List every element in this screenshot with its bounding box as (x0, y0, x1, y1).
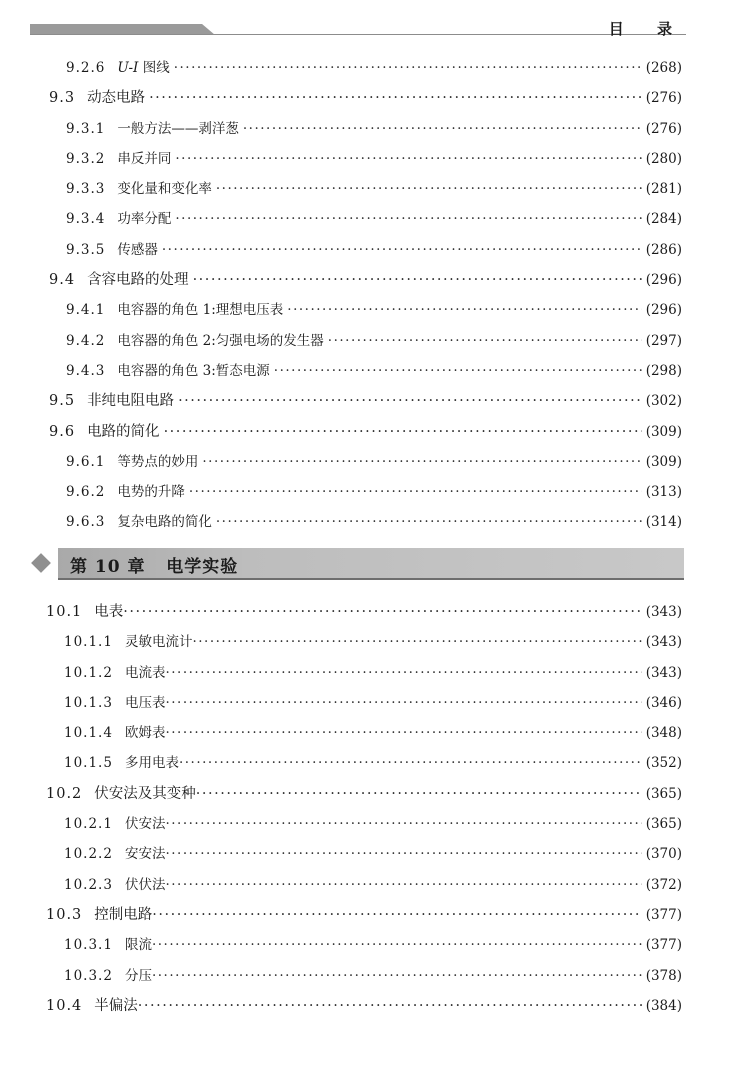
toc-entry-number: 9.3.5 (66, 241, 106, 258)
toc-entry-title: 电路的简化 (87, 423, 160, 440)
toc-section-chapter-9 (0, 53, 730, 538)
toc-entry-title: 电流表 (124, 664, 166, 681)
toc-entry-title: 串反并同 (117, 150, 172, 167)
toc-leader-dots (175, 204, 641, 234)
diamond-icon (31, 553, 51, 573)
toc-entry-title: 伏安法 (124, 816, 166, 833)
toc-entry-page: (343) (645, 604, 682, 620)
toc-entry-page: (370) (645, 846, 682, 863)
toc-entry-page: (377) (645, 937, 682, 954)
toc-entry-number: 10.3.2 (64, 967, 113, 984)
toc-entry-page: (384) (645, 997, 682, 1014)
toc-entry-page: (365) (645, 785, 682, 802)
toc-entry-page: (268) (645, 60, 682, 76)
toc-entry[interactable] (0, 326, 730, 356)
toc-entry-page: (346) (645, 694, 682, 711)
toc-entry[interactable] (0, 295, 730, 325)
toc-entry-page: (378) (645, 967, 682, 984)
toc-leader-dots (179, 748, 642, 778)
toc-entry[interactable] (0, 779, 730, 809)
toc-entry-title: 欧姆表 (124, 725, 166, 742)
toc-entry-number: 10.2.3 (64, 876, 113, 893)
toc-entry-title: 半偏法 (94, 997, 138, 1014)
toc-entry-number: 10.2.1 (64, 816, 113, 833)
toc-leader-dots (162, 235, 642, 265)
toc-entry[interactable] (0, 235, 730, 265)
toc-entry[interactable] (0, 748, 730, 778)
toc-entry-page: (276) (645, 120, 682, 137)
toc-leader-dots (216, 174, 642, 204)
toc-entry-number: 9.2.6 (66, 60, 106, 76)
toc-entry[interactable] (0, 507, 730, 537)
toc-entry-title: 伏安法及其变种 (94, 785, 196, 802)
toc-leader-dots (196, 779, 642, 809)
chapter-title: 第 10 章 电学实验 (70, 557, 239, 577)
toc-entry-number: 9.4.1 (66, 302, 106, 319)
toc-entry[interactable] (0, 688, 730, 718)
toc-leader-dots (165, 870, 641, 900)
toc-entry-number: 9.4.2 (66, 332, 106, 349)
toc-section-chapter-10 (0, 597, 730, 1021)
toc-entry-title: 等势点的妙用 (117, 453, 199, 470)
toc-entry[interactable] (0, 144, 730, 174)
toc-entry-number: 10.3.1 (64, 937, 113, 954)
toc-entry-number: 9.6.3 (66, 514, 106, 531)
toc-entry[interactable] (0, 265, 730, 295)
toc-leader-dots (164, 417, 642, 447)
toc-entry-title: U-I 图线 (117, 60, 170, 76)
toc-entry-number: 9.3 (49, 90, 76, 107)
toc-entry-title: 电容器的角色 2:匀强电场的发生器 (117, 332, 324, 349)
toc-leader-dots (192, 627, 641, 657)
toc-leader-dots (165, 718, 641, 748)
toc-entry-title: 含容电路的处理 (87, 272, 189, 289)
toc-entry-title: 电压表 (124, 694, 166, 711)
toc-entry-number: 10.3 (46, 906, 83, 923)
chapter-heading-band (32, 548, 684, 580)
toc-leader-dots (123, 597, 641, 627)
toc-entry-page: (298) (645, 362, 682, 379)
toc-entry-page: (314) (645, 514, 682, 531)
toc-leader-dots (202, 447, 641, 477)
toc-entry-page: (313) (645, 484, 682, 501)
toc-entry-number: 10.1 (46, 604, 83, 620)
toc-entry-page: (372) (645, 876, 682, 893)
toc-entry[interactable] (0, 174, 730, 204)
toc-leader-dots (189, 477, 642, 507)
toc-entry-page: (286) (645, 241, 682, 258)
toc-leader-dots (174, 53, 642, 83)
toc-entry-page: (296) (645, 272, 682, 289)
toc-entry-title: 非纯电阻电路 (87, 393, 175, 410)
toc-leader-dots (216, 507, 642, 537)
toc-entry-number: 9.6.1 (66, 453, 106, 470)
toc-entry-number: 10.1.5 (64, 755, 113, 772)
toc-entry-title: 电表 (94, 604, 124, 620)
toc-leader-dots (152, 961, 642, 991)
toc-entry-page: (309) (645, 453, 682, 470)
toc-entry[interactable] (0, 53, 730, 83)
toc-entry-title: 功率分配 (117, 211, 172, 228)
toc-entry-page: (348) (645, 725, 682, 742)
toc-entry[interactable] (0, 839, 730, 869)
toc-leader-dots (149, 83, 642, 113)
toc-entry-title: 电容器的角色 3:暂态电源 (117, 362, 270, 379)
toc-entry[interactable] (0, 718, 730, 748)
toc-entry-title: 限流 (124, 937, 152, 954)
toc-leader-dots (178, 386, 642, 416)
toc-entry-page: (343) (645, 664, 682, 681)
toc-entry-page: (302) (645, 393, 682, 410)
toc-entry-page: (343) (645, 634, 682, 651)
toc-entry-page: (296) (645, 302, 682, 319)
toc-entry[interactable] (0, 83, 730, 113)
toc-entry-page: (309) (645, 423, 682, 440)
toc-leader-dots (287, 295, 641, 325)
toc-leader-dots (274, 356, 642, 386)
toc-entry-number: 9.3.4 (66, 211, 106, 228)
toc-entry-title: 电势的升降 (117, 484, 185, 501)
toc-entry[interactable] (0, 809, 730, 839)
toc-entry[interactable] (0, 900, 730, 930)
toc-entry-number: 10.4 (46, 997, 83, 1014)
toc-entry-number: 9.4.3 (66, 362, 106, 379)
toc-entry-title: 一般方法——剥洋葱 (117, 120, 239, 137)
toc-entry-page: (280) (645, 150, 682, 167)
toc-entry-number: 10.2 (46, 785, 83, 802)
toc-entry[interactable] (0, 114, 730, 144)
toc-entry-title: 安安法 (124, 846, 166, 863)
toc-leader-dots (165, 688, 641, 718)
toc-entry[interactable] (0, 417, 730, 447)
toc-entry[interactable] (0, 386, 730, 416)
toc-entry[interactable] (0, 627, 730, 657)
toc-entry[interactable] (0, 356, 730, 386)
toc-entry-title: 多用电表 (124, 755, 179, 772)
header-rule (30, 34, 686, 35)
toc-entry-page: (365) (645, 816, 682, 833)
toc-leader-dots (165, 658, 641, 688)
toc-entry-title: 伏伏法 (124, 876, 166, 893)
toc-entry-title: 传感器 (117, 241, 158, 258)
toc-entry-page: (276) (645, 90, 682, 107)
toc-entry-number: 10.1.3 (64, 694, 113, 711)
chapter-heading-box (58, 548, 684, 580)
toc-leader-dots (152, 930, 642, 960)
toc-entry-number: 9.5 (49, 393, 76, 410)
toc-entry-number: 10.1.2 (64, 664, 113, 681)
toc-entry-number: 10.1.4 (64, 725, 113, 742)
toc-entry-title: 电容器的角色 1:理想电压表 (117, 302, 284, 319)
toc-entry-number: 9.4 (49, 272, 76, 289)
toc-leader-dots (243, 114, 642, 144)
toc-entry[interactable] (0, 930, 730, 960)
toc-entry-number: 9.6.2 (66, 484, 106, 501)
toc-entry-number: 9.3.3 (66, 181, 106, 198)
toc-entry-title: 分压 (124, 967, 152, 984)
toc-leader-dots (138, 991, 642, 1021)
toc-entry-title: 灵敏电流计 (124, 634, 193, 651)
toc-entry-page: (281) (645, 181, 682, 198)
toc-leader-dots (165, 809, 641, 839)
toc-entry-title: 动态电路 (87, 90, 146, 107)
toc-entry-number: 9.3.2 (66, 150, 106, 167)
toc-leader-dots (165, 839, 641, 869)
toc-entry-title: 控制电路 (94, 906, 153, 923)
toc-entry[interactable] (0, 204, 730, 234)
toc-leader-dots (193, 265, 642, 295)
toc-entry[interactable] (0, 991, 730, 1021)
toc-entry[interactable] (0, 477, 730, 507)
toc-entry-title: 变化量和变化率 (117, 181, 212, 198)
toc-entry-number: 9.6 (49, 423, 76, 440)
page-title: 目 录 (608, 20, 686, 38)
toc-entry[interactable] (0, 447, 730, 477)
toc-entry-page: (284) (645, 211, 682, 228)
toc-entry-number: 10.2.2 (64, 846, 113, 863)
toc-entry-number: 9.3.1 (66, 120, 106, 137)
toc-entry-page: (377) (645, 906, 682, 923)
toc-entry-title: 复杂电路的简化 (117, 514, 212, 531)
toc-entry[interactable] (0, 597, 730, 627)
toc-entry-number: 10.1.1 (64, 634, 113, 651)
toc-leader-dots (328, 326, 642, 356)
toc-entry[interactable] (0, 658, 730, 688)
toc-entry-page: (352) (645, 755, 682, 772)
toc-leader-dots (152, 900, 641, 930)
toc-entry[interactable] (0, 961, 730, 991)
toc-entry[interactable] (0, 870, 730, 900)
toc-leader-dots (175, 144, 641, 174)
toc-entry-page: (297) (645, 332, 682, 349)
